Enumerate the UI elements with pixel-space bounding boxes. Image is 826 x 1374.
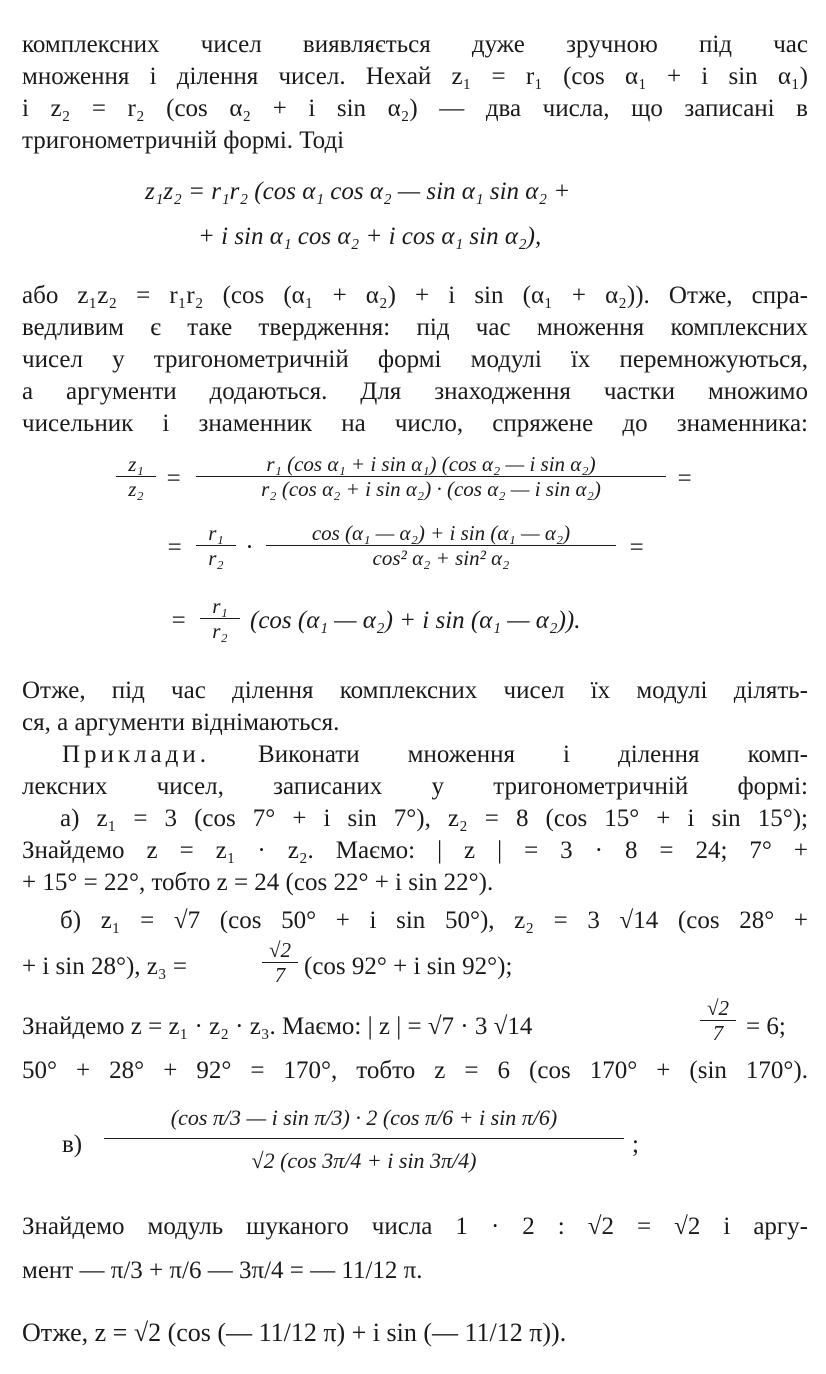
quotient-lhs-fraction (116, 452, 156, 501)
text-line: чисел у тригонометричній формі модулі їх перемножуються, (22, 346, 808, 373)
example-c-result-line: Отже, z = √2 (cos (— 11/12 π) + i sin (— 11/12 π)). (22, 1318, 567, 1347)
product-formula-line-2: + i sin α₁ cos α₂ + i cos α₁ sin α₂), (198, 223, 542, 250)
text-line: Отже, під час ділення комплексних чисел їх модулі ділять- (22, 677, 808, 704)
fraction-numerator: (cos π/3 — i sin π/3) · 2 (cos π/6 + i sin π/6) (170, 1105, 558, 1130)
example-b-line: (cos 92° + i sin 92°); (304, 953, 513, 980)
text-line: а аргументи додаються. Для знаходження частки множимо (22, 378, 808, 405)
fraction-denominator: 7 (262, 962, 298, 987)
example-c-label: в) (62, 1131, 83, 1158)
multiplication-dot: · (246, 534, 253, 561)
fraction-denominator: r₂ (196, 545, 236, 570)
example-c-result-line: мент — π/3 + π/6 — 3π/4 = — 11/12 π. (22, 1257, 423, 1284)
fraction-denominator: r₂ (200, 618, 240, 643)
text-line: тригонометричній формі. Тоді (22, 127, 345, 154)
text-line: ведливим є таке твердження: під час множення комплексних (22, 314, 808, 341)
fraction-denominator: √2 (cos 3π/4 + i sin 3π/4) (104, 1138, 624, 1183)
example-c-tail: ; (632, 1131, 639, 1158)
product-formula-line-1: z₁z₂ = r₁r₂ (cos α₁ cos α₂ — sin α₁ sin α₂ + (145, 178, 571, 205)
example-b-line: б) z₁ = √7 (cos 50° + i sin 50°), z₂ = 3 √14 (cos 28° + (60, 907, 808, 934)
example-b-fraction (700, 996, 736, 1045)
fraction-denominator: 7 (700, 1020, 736, 1045)
quotient-result-tail: (cos (α₁ — α₂) + i sin (α₁ — α₂)). (250, 607, 581, 634)
text-line: і z₂ = r₂ (cos α₂ + i sin α₂) — два числа, що записані в (22, 95, 808, 122)
quotient-big-fraction (196, 452, 666, 501)
equals-sign: = (170, 607, 187, 634)
equals-sign: = (165, 465, 182, 492)
fraction-numerator: √2 (706, 996, 730, 1020)
text-line: або z₁z₂ = r₁r₂ (cos (α₁ + α₂) + i sin (α₁ + α₂)). Отже, спра- (22, 282, 808, 309)
examples-intro-text: Виконати множення і ділення комп- (258, 741, 808, 768)
example-b-line: Знайдемо z = z₁ · z₂ · z₃. Маємо: | z | = √7 · 3 √14 (22, 1013, 533, 1040)
fraction-denominator: cos² α₂ + sin² α₂ (266, 545, 616, 570)
fraction-denominator: r₂ (cos α₂ + i sin α₂) · (cos α₂ — i sin α₂) (196, 476, 666, 501)
fraction-numerator: r₁ (208, 521, 224, 545)
examples-intro (62, 740, 808, 770)
example-c-fraction (104, 1098, 624, 1183)
quotient-middle-fraction (266, 521, 616, 570)
fraction-numerator: √2 (268, 938, 292, 962)
text-line: множення і ділення чисел. Нехай z₁ = r₁ (cos α₁ + i sin α₁) (22, 63, 808, 90)
equals-sign: = (166, 534, 183, 561)
example-a-line: Знайдемо z = z₁ · z₂. Маємо: | z | = 3 · 8 = 24; 7° + (22, 837, 808, 864)
fraction-numerator: z₁ (128, 452, 144, 476)
modulus-ratio-fraction (200, 594, 240, 643)
modulus-ratio-fraction (196, 521, 236, 570)
fraction-numerator: r₁ (212, 594, 228, 618)
equals-sign: = (676, 465, 693, 492)
example-b-line: 50° + 28° + 92° = 170°, тобто z = 6 (cos 170° + (sin 170°). (22, 1057, 808, 1084)
example-a-line: а) z₁ = 3 (cos 7° + i sin 7°), z₂ = 8 (cos 15° + i sin 15°); (60, 805, 808, 832)
example-c-result-line: Знайдемо модуль шуканого числа 1 · 2 : √2 = √2 і аргу- (22, 1213, 808, 1240)
text-line: комплексних чисел виявляється дуже зручною під час (22, 31, 808, 58)
text-line: лексних чисел, записаних у тригонометричній формі: (22, 773, 808, 800)
equals-sign: = (628, 534, 645, 561)
example-b-line: = 6; (746, 1013, 786, 1040)
example-b-line: + i sin 28°), z₃ = (22, 953, 187, 980)
fraction-denominator: z₂ (116, 476, 156, 501)
text-line: ся, а аргументи віднімаються. (22, 709, 340, 736)
examples-heading: Приклади. (62, 741, 210, 768)
example-a-line: + 15° = 22°, тобто z = 24 (cos 22° + i sin 22°). (22, 869, 494, 896)
text-line: чисельник і знаменник на число, спряжене до знаменника: (22, 410, 808, 437)
fraction-numerator: r₁ (cos α₁ + i sin α₁) (cos α₂ — i sin α₂) (266, 452, 596, 476)
fraction-numerator: cos (α₁ — α₂) + i sin (α₁ — α₂) (311, 521, 571, 545)
example-b-fraction (262, 938, 298, 987)
